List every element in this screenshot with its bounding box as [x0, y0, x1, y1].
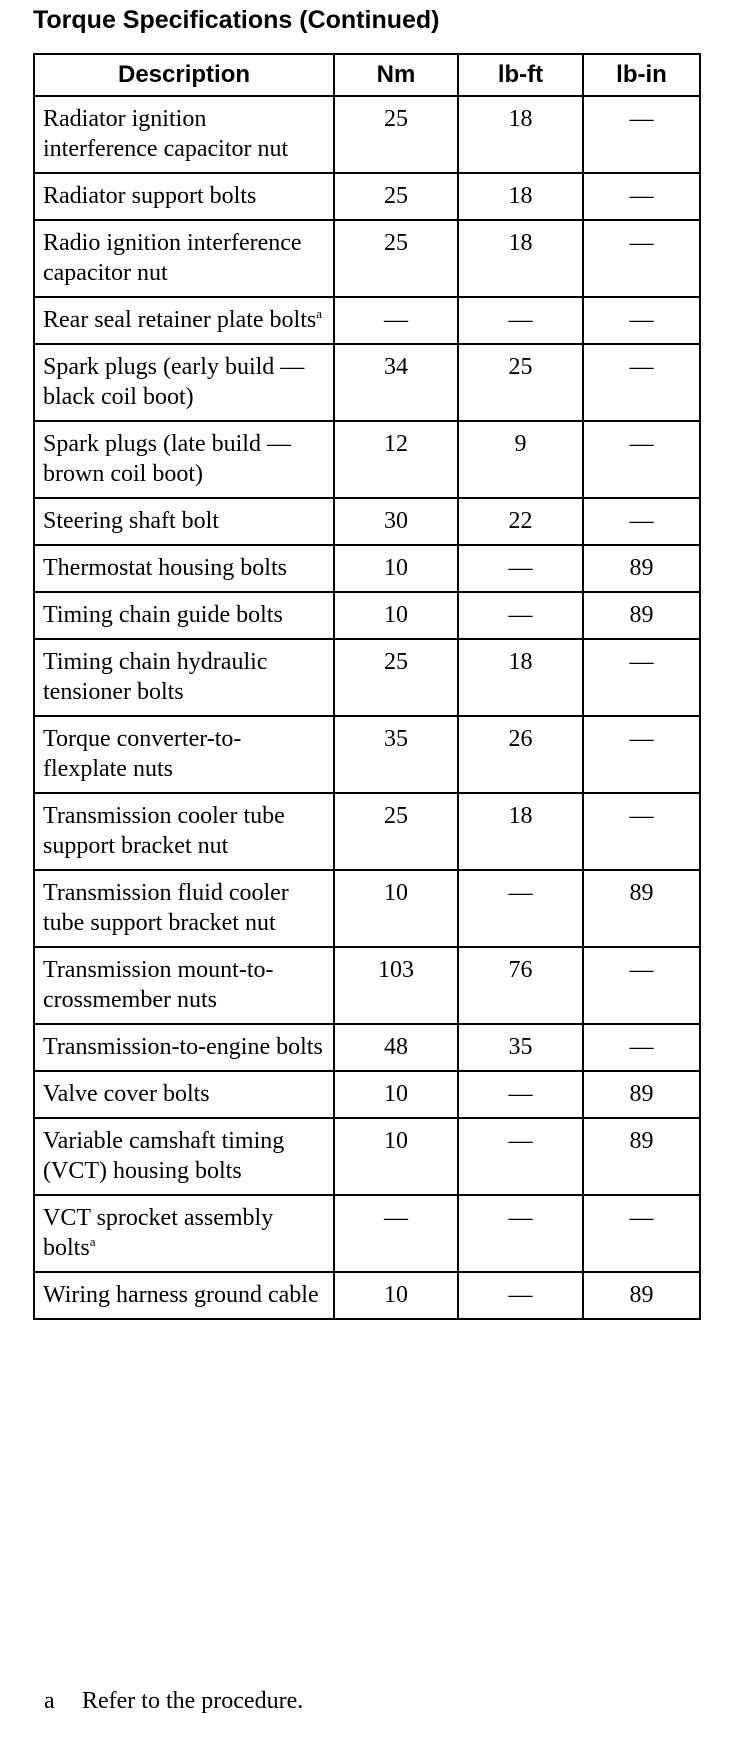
description-text: Transmission cooler tube support bracket nut — [43, 803, 285, 859]
cell-lbin: 89 — [583, 1071, 700, 1118]
cell-lbft: — — [458, 592, 583, 639]
cell-nm: 10 — [334, 1071, 458, 1118]
table-body — [34, 96, 700, 1319]
cell-lbft: 18 — [458, 793, 583, 870]
cell-lbft: — — [458, 1195, 583, 1272]
cell-lbft: 18 — [458, 96, 583, 173]
table-row — [34, 793, 700, 870]
cell-nm: — — [334, 297, 458, 344]
cell-lbft: 9 — [458, 421, 583, 498]
page-title: Torque Specifications (Continued) — [33, 6, 440, 34]
description-text: Wiring harness ground cable — [43, 1282, 319, 1308]
description-text: Radio ignition interference capacitor nut — [43, 230, 302, 286]
column-header-lbin: lb-in — [583, 54, 700, 96]
cell-description — [34, 421, 334, 498]
cell-description — [34, 297, 334, 344]
cell-description — [34, 220, 334, 297]
description-text: Valve cover bolts — [43, 1081, 210, 1107]
column-header-description: Description — [34, 54, 334, 96]
cell-description — [34, 639, 334, 716]
table-row — [34, 870, 700, 947]
description-text: Rear seal retainer plate bolts — [43, 307, 317, 333]
table-row — [34, 220, 700, 297]
table-row — [34, 344, 700, 421]
cell-lbin: — — [583, 1024, 700, 1071]
cell-lbft: — — [458, 1071, 583, 1118]
cell-lbft: 35 — [458, 1024, 583, 1071]
table-row — [34, 1024, 700, 1071]
cell-lbin: — — [583, 639, 700, 716]
cell-lbin: 89 — [583, 870, 700, 947]
description-text: Variable camshaft timing (VCT) housing bolts — [43, 1128, 285, 1184]
description-text: Transmission mount-to-crossmember nuts — [43, 957, 274, 1013]
cell-nm: 10 — [334, 1118, 458, 1195]
column-header-nm: Nm — [334, 54, 458, 96]
cell-description — [34, 716, 334, 793]
table-row — [34, 1272, 700, 1319]
cell-lbin: 89 — [583, 545, 700, 592]
table-header-row — [34, 54, 700, 96]
description-text: Transmission fluid cooler tube support bracket nut — [43, 880, 289, 936]
cell-nm: 10 — [334, 545, 458, 592]
cell-nm: 48 — [334, 1024, 458, 1071]
table-row — [34, 297, 700, 344]
cell-nm: 35 — [334, 716, 458, 793]
cell-lbft: — — [458, 1118, 583, 1195]
cell-lbin: — — [583, 793, 700, 870]
cell-nm: 10 — [334, 592, 458, 639]
description-text: Steering shaft bolt — [43, 508, 219, 534]
cell-lbft: 25 — [458, 344, 583, 421]
description-text: Transmission-to-engine bolts — [43, 1034, 323, 1060]
table-row — [34, 1195, 700, 1272]
cell-nm: 25 — [334, 173, 458, 220]
table-row — [34, 96, 700, 173]
torque-spec-table — [33, 53, 701, 1320]
cell-lbft: 26 — [458, 716, 583, 793]
cell-description — [34, 947, 334, 1024]
cell-description — [34, 1118, 334, 1195]
cell-lbft: 18 — [458, 173, 583, 220]
cell-lbin: — — [583, 96, 700, 173]
table-row — [34, 639, 700, 716]
table-row — [34, 1071, 700, 1118]
cell-lbft: — — [458, 297, 583, 344]
cell-nm: 34 — [334, 344, 458, 421]
description-text: Timing chain hydraulic tensioner bolts — [43, 649, 268, 705]
cell-lbft: 22 — [458, 498, 583, 545]
description-text: Radiator support bolts — [43, 183, 257, 209]
cell-lbin: — — [583, 498, 700, 545]
cell-nm: 12 — [334, 421, 458, 498]
footnote-reference: a — [89, 1234, 96, 1249]
cell-lbin: — — [583, 344, 700, 421]
table-row — [34, 592, 700, 639]
cell-lbin: — — [583, 1195, 700, 1272]
table-row — [34, 545, 700, 592]
cell-lbin: — — [583, 716, 700, 793]
table-row — [34, 498, 700, 545]
cell-nm: 103 — [334, 947, 458, 1024]
cell-lbft: — — [458, 545, 583, 592]
cell-nm: 25 — [334, 639, 458, 716]
cell-lbin: — — [583, 220, 700, 297]
cell-description — [34, 1272, 334, 1319]
cell-lbft: 18 — [458, 220, 583, 297]
cell-nm: 10 — [334, 1272, 458, 1319]
table-row — [34, 716, 700, 793]
cell-description — [34, 1195, 334, 1272]
cell-lbft: 76 — [458, 947, 583, 1024]
cell-nm: 25 — [334, 220, 458, 297]
cell-lbft: — — [458, 1272, 583, 1319]
description-text: Radiator ignition interference capacitor nut — [43, 106, 289, 162]
description-text: Timing chain guide bolts — [43, 602, 283, 628]
cell-lbin: — — [583, 421, 700, 498]
cell-lbin: — — [583, 947, 700, 1024]
cell-description — [34, 498, 334, 545]
cell-nm: 25 — [334, 96, 458, 173]
cell-lbin: 89 — [583, 592, 700, 639]
description-text: Thermostat housing bolts — [43, 555, 287, 581]
cell-lbft: — — [458, 870, 583, 947]
cell-description — [34, 870, 334, 947]
cell-nm: — — [334, 1195, 458, 1272]
cell-lbin: 89 — [583, 1118, 700, 1195]
footnote-mark: a — [44, 1688, 55, 1714]
cell-description — [34, 592, 334, 639]
cell-lbin: — — [583, 173, 700, 220]
cell-description — [34, 793, 334, 870]
description-text: Spark plugs (late build — brown coil boot) — [43, 431, 291, 487]
description-text: VCT sprocket assembly bolts — [43, 1205, 274, 1261]
cell-description — [34, 545, 334, 592]
cell-lbin: — — [583, 297, 700, 344]
cell-description — [34, 96, 334, 173]
cell-description — [34, 1071, 334, 1118]
footnote-text: Refer to the procedure. — [82, 1688, 304, 1714]
column-header-lbft: lb-ft — [458, 54, 583, 96]
description-text: Spark plugs (early build — black coil boot) — [43, 354, 305, 410]
table-row — [34, 421, 700, 498]
cell-lbin: 89 — [583, 1272, 700, 1319]
cell-description — [34, 173, 334, 220]
table-row — [34, 947, 700, 1024]
cell-lbft: 18 — [458, 639, 583, 716]
footnote — [44, 1688, 303, 1715]
cell-description — [34, 1024, 334, 1071]
description-text: Torque converter-to-flexplate nuts — [43, 726, 242, 782]
cell-description — [34, 344, 334, 421]
table-row — [34, 1118, 700, 1195]
cell-nm: 10 — [334, 870, 458, 947]
cell-nm: 30 — [334, 498, 458, 545]
cell-nm: 25 — [334, 793, 458, 870]
footnote-reference: a — [316, 306, 322, 321]
table-row — [34, 173, 700, 220]
